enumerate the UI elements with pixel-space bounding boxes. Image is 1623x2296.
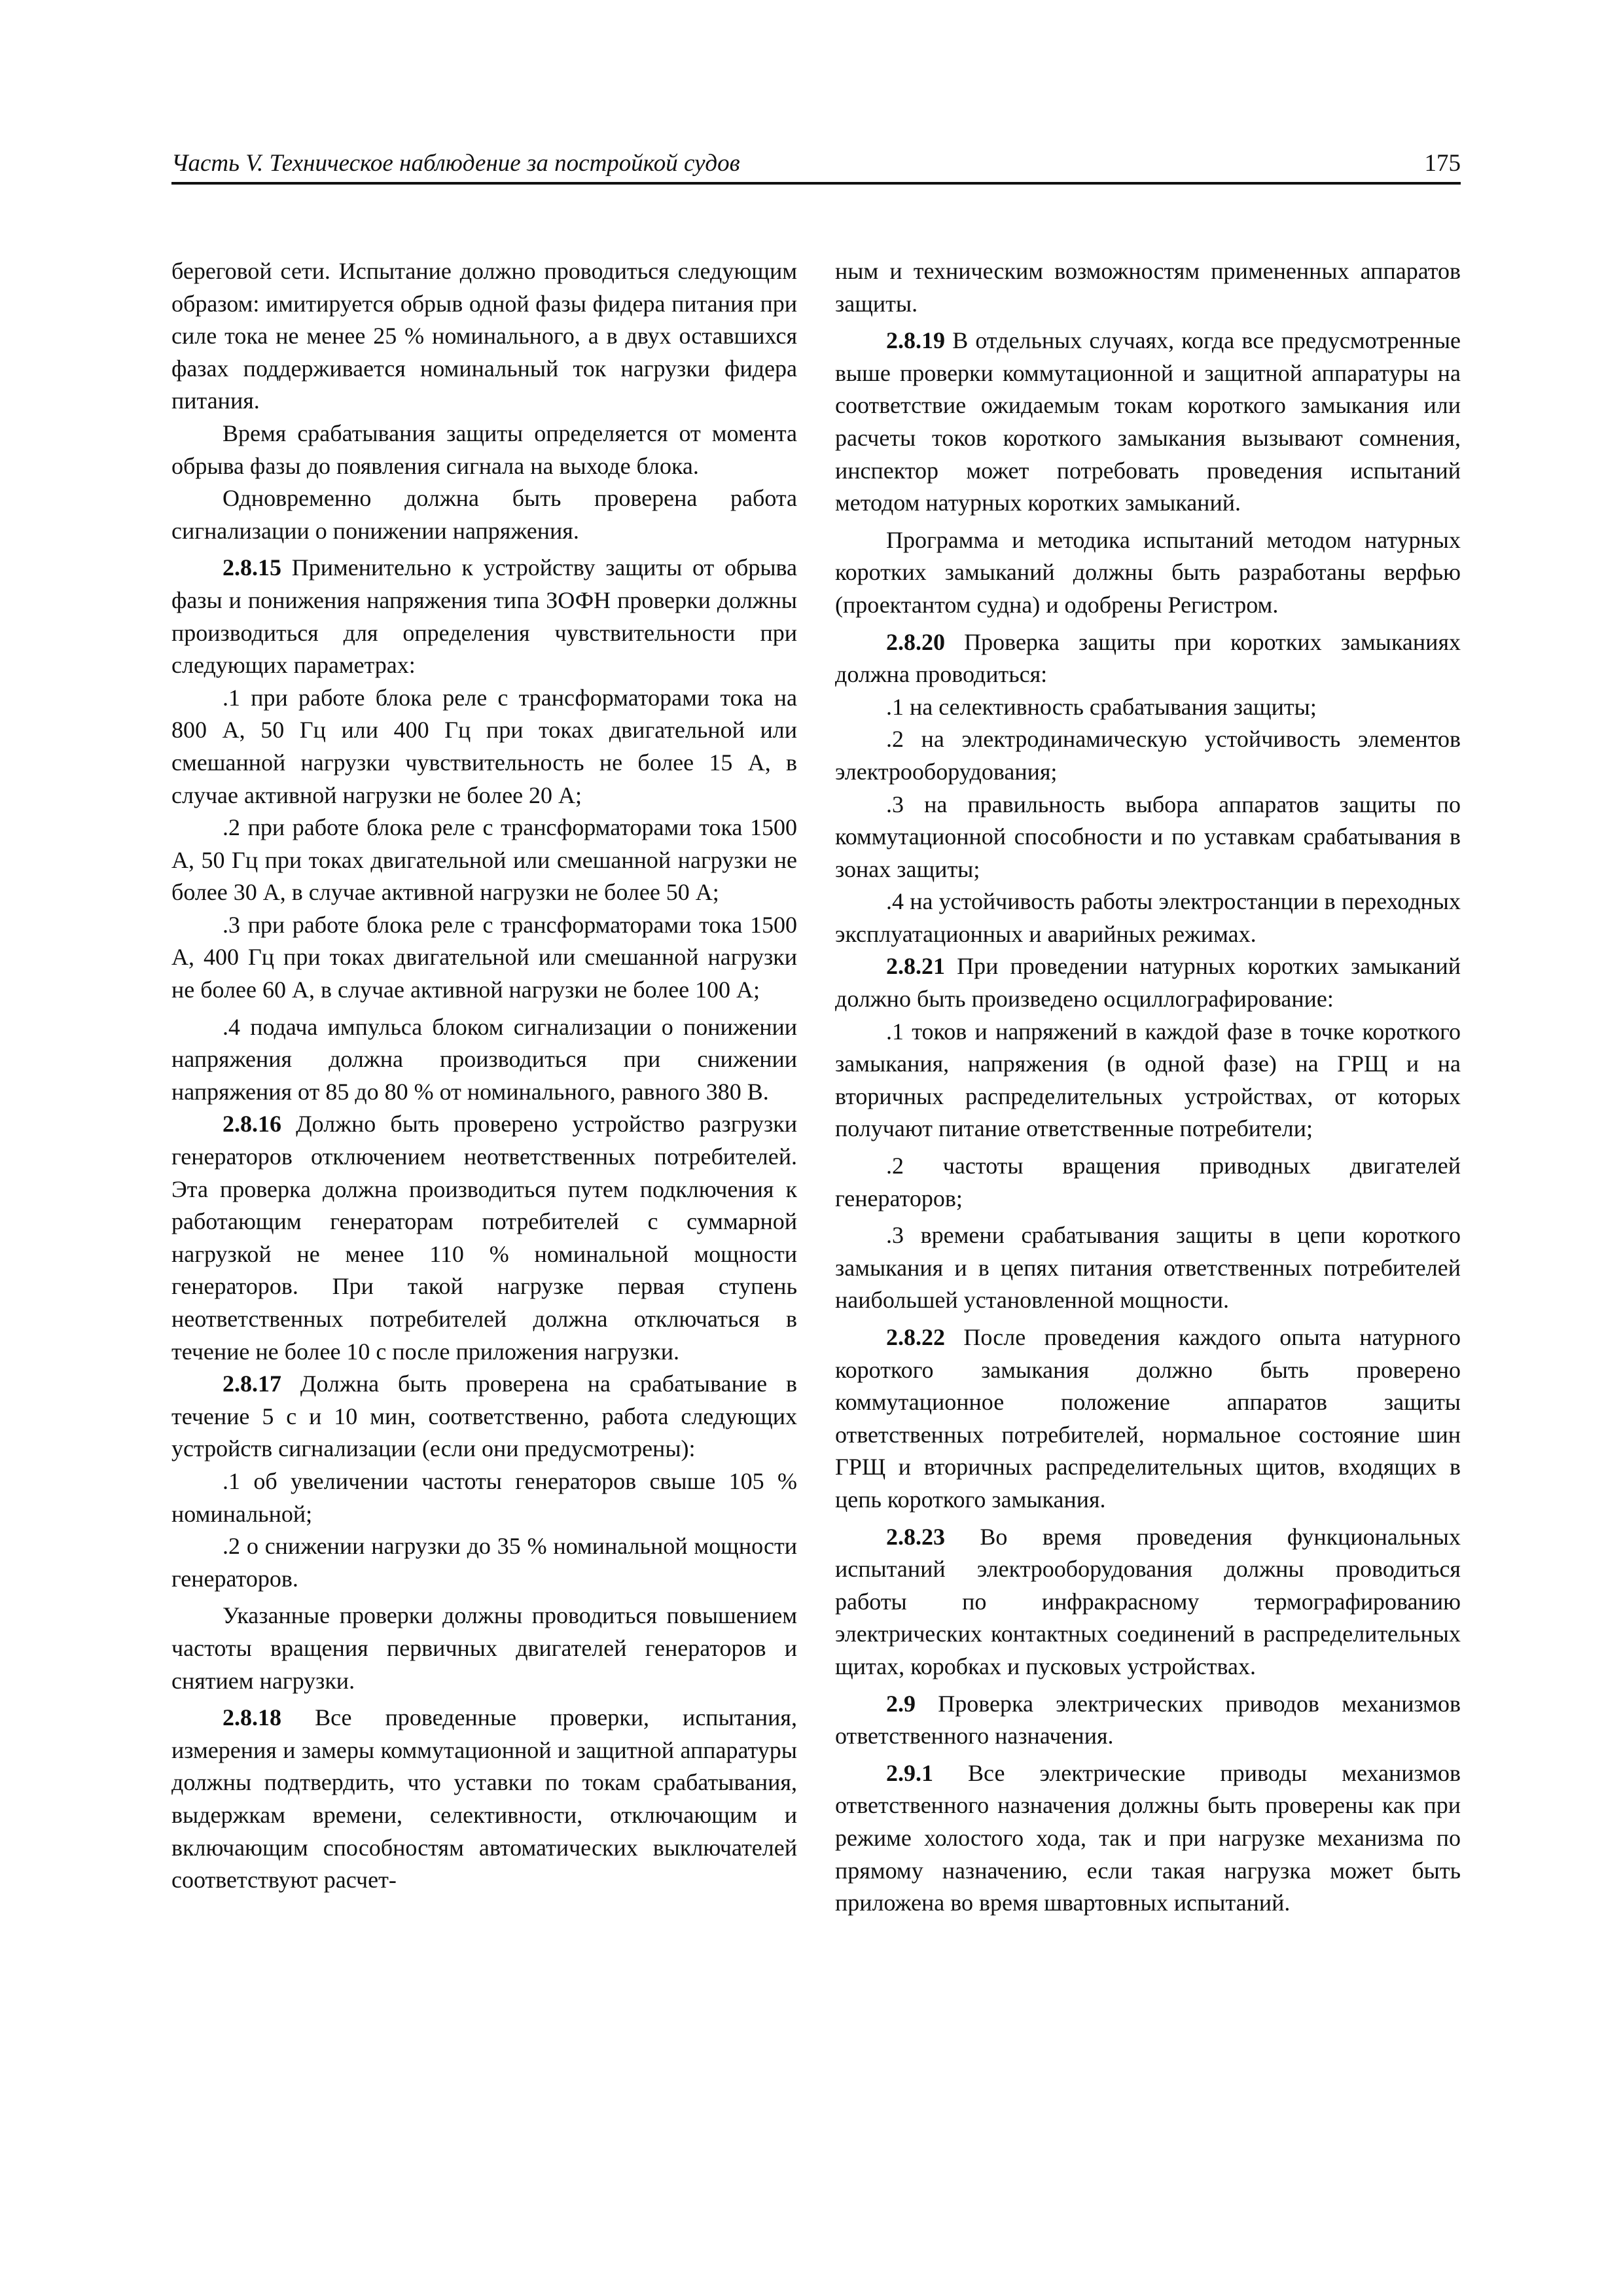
section-paragraph: 2.8.18 Все проведенные проверки, испытания, измерения и замеры коммутационной и защитной аппаратуры должны подтвердить, что уставки по токам срабатывания, выдержкам времени, селективности, отключающим и включающим способностям автоматических выключателей соответствуют расчет- (171, 1704, 797, 1893)
section-number: 2.8.22 (886, 1324, 945, 1350)
list-item: .4 подача импульса блоком сигнализации о понижении напряжения должна производиться при снижении напряжения от 85 до 80 % от номинального, равного 380 В. (171, 1013, 797, 1105)
list-item: .1 при работе блока реле с трансформаторами тока на 800 А, 50 Гц или 400 Гц при токах двигательной или смешанной нагрузки чувствительность не более 15 А, в случае активной нагрузки не более 20 А; (171, 684, 797, 808)
section-paragraph: 2.8.16 Должно быть проверено устройство разгрузки генераторов отключением неответственных потребителей. Эта проверка должна производиться путем подключения к работающим генераторам потребителей с суммарной нагрузкой не менее 110 % номинальной мощности генераторов. При такой нагрузке первая ступень неответственных потребителей должна отключаться в течение не более 10 с после приложения нагрузки. (171, 1111, 797, 1365)
list-item: .2 на электродинамическую устойчивость элементов электрооборудования; (835, 726, 1461, 785)
list-item: .1 токов и напряжений в каждой фазе в точке короткого замыкания, напряжения (в одной фазе) на ГРЩ и на вторичных распределительных устройствах, от которых получают питание ответственные потребители; (835, 1018, 1461, 1142)
list-item: .2 при работе блока реле с трансформаторами тока 1500 А, 50 Гц при токах двигательной или смешанной нагрузки не более 30 А, в случае активной нагрузки не более 50 А; (171, 814, 797, 906)
section-paragraph: 2.9.1 Все электрические приводы механизмов ответственного назначения должны быть проверены как при режиме холостого хода, так и при нагрузке механизма по прямому назначению, если такая нагрузка может быть приложена во время швартовных испытаний. (835, 1759, 1461, 1916)
right-column (835, 255, 1461, 1920)
section-paragraph: 2.8.22 После проведения каждого опыта натурного короткого замыкания должно быть проверено коммутационное положение аппаратов защиты ответственных потребителей, нормальное состояние шин ГРЩ и вторичных распределительных щитов, входящих в цепь короткого замыкания. (835, 1324, 1461, 1513)
section-number: 2.8.17 (223, 1371, 281, 1397)
section-paragraph: 2.8.21 При проведении натурных коротких замыканий должно быть произведено осциллографирование: (835, 953, 1461, 1013)
section-number: 2.8.20 (886, 628, 945, 655)
paragraph: Программа и методика испытаний методом натурных коротких замыканий должны быть разработаны верфью (проектантом судна) и одобрены Регистром. (835, 526, 1461, 618)
list-item: .1 на селективность срабатывания защиты; (886, 693, 1317, 720)
section-number: 2.8.18 (223, 1704, 281, 1731)
paragraph: береговой сети. Испытание должно проводиться следующим образом: имитируется обрыв одной фазы фидера питания при силе тока не менее 25 % номинального, а в двух оставшихся фазах поддерживается номинальный ток нагрузки фидера питания. (171, 258, 797, 414)
section-number: 2.9.1 (886, 1759, 933, 1786)
section-number: 2.8.19 (886, 327, 945, 354)
header-rule (171, 182, 1461, 185)
paragraph: ным и техническим возможностям примененных аппаратов защиты. (835, 258, 1461, 317)
list-item: .3 при работе блока реле с трансформаторами тока 1500 А, 400 Гц при токах двигательной или смешанной нагрузки не более 60 А, в случае активной нагрузки не более 100 А; (171, 911, 797, 1003)
page-number: 175 (1424, 150, 1461, 177)
section-paragraph: 2.8.20 Проверка защиты при коротких замыканиях должна проводиться: (835, 628, 1461, 688)
section-number: 2.8.23 (886, 1523, 945, 1550)
section-paragraph: 2.8.15 Применительно к устройству защиты от обрыва фазы и понижения напряжения типа ЗОФН проверки должны производиться для определения чувствительности при следующих параметрах: (171, 554, 798, 679)
list-item: .1 об увеличении частоты генераторов свыше 105 % номинальной; (171, 1467, 797, 1527)
section-number: 2.8.21 (886, 953, 945, 980)
left-column (171, 255, 797, 1897)
paragraph: Одновременно должна быть проверена работа сигнализации о понижении напряжения. (171, 485, 797, 544)
section-number: 2.9 (886, 1690, 916, 1717)
list-item: .4 на устойчивость работы электростанции в переходных эксплуатационных и аварийных режимах. (835, 888, 1461, 947)
section-number: 2.8.15 (223, 554, 281, 581)
section-paragraph: 2.8.17 Должна быть проверена на срабатывание в течение 5 с и 10 мин, соответственно, работа следующих устройств сигнализации (если они предусмотрены): (171, 1371, 797, 1462)
section-paragraph: 2.8.19 В отдельных случаях, когда все предусмотренные выше проверки коммутационной и защитной аппаратуры на соответствие ожидаемым токам короткого замыкания или расчеты токов короткого замыкания вызывают сомнения, инспектор может потребовать проведения испытаний методом натурных коротких замыканий. (835, 327, 1461, 516)
list-item: .3 на правильность выбора аппаратов защиты по коммутационной способности и по уставкам срабатывания в зонах защиты; (835, 791, 1461, 882)
running-header-title: Часть V. Техническое наблюдение за постройкой судов (171, 150, 740, 177)
section-paragraph: 2.8.23 Во время проведения функциональных испытаний электрооборудования должны проводиться работы по инфракрасному термографированию электрических контактных соединений в распределительных щитах, коробках и пусковых устройствах. (835, 1523, 1461, 1679)
list-item: .2 частоты вращения приводных двигателей генераторов; (835, 1153, 1461, 1211)
section-paragraph: 2.9 Проверка электрических приводов механизмов ответственного назначения. (835, 1690, 1461, 1749)
paragraph: Время срабатывания защиты определяется от момента обрыва фазы до появления сигнала на выходе блока. (171, 420, 797, 479)
paragraph: Указанные проверки должны проводиться повышением частоты вращения первичных двигателей генераторов и снятием нагрузки. (171, 1602, 797, 1694)
section-number: 2.8.16 (223, 1111, 281, 1138)
list-item: .3 времени срабатывания защиты в цепи короткого замыкания и в цепях питания ответственных потребителей наибольшей установленной мощности. (835, 1222, 1461, 1314)
list-item: .2 о снижении нагрузки до 35 % номинальной мощности генераторов. (171, 1533, 797, 1592)
running-header (171, 147, 1461, 180)
